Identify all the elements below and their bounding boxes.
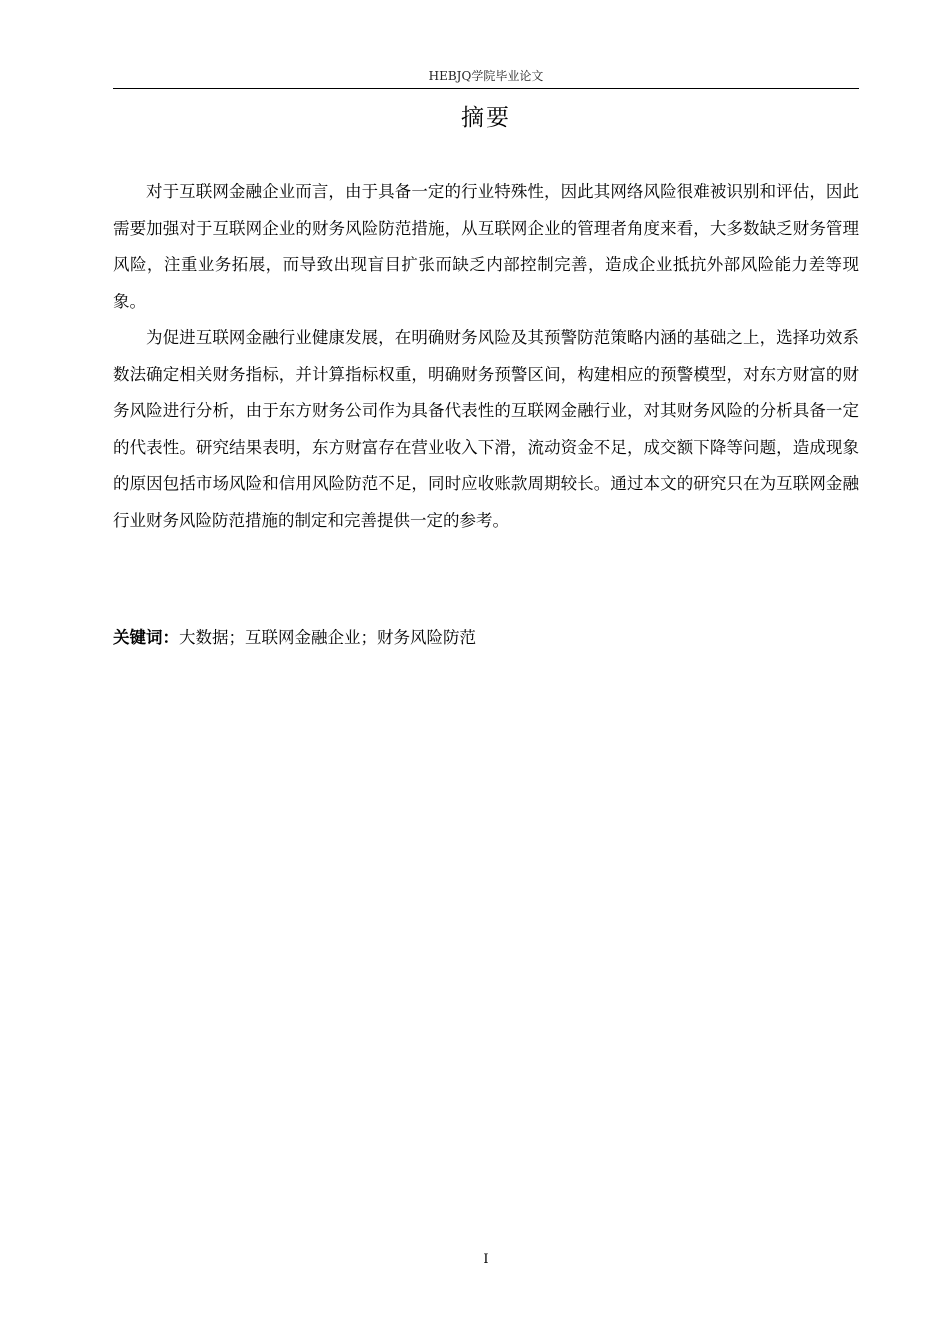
page-number: I <box>483 1252 489 1267</box>
header-text: HEBJQ学院毕业论文 <box>428 69 544 83</box>
keywords-value: 大数据；互联网金融企业；财务风险防范 <box>179 628 476 647</box>
abstract-paragraph-2: 为促进互联网金融行业健康发展，在明确财务风险及其预警防范策略内涵的基础之上，选择功效系数法确定相关财务指标，并计算指标权重，明确财务预警区间，构建相应的预警模型，对东方财富的财务风险进行分析，由于东方财务公司作为具备代表性的互联网金融行业，对其财务风险的分析具备一定的代表性。研究结果表明，东方财富存在营业收入下滑，流动资金不足，成交额下降等问题，造成现象的原因包括市场风险和信用风险防范不足，同时应收账款周期较长。通过本文的研究只在为互联网金融行业财务风险防范措施的制定和完善提供一定的参考。 <box>113 328 859 530</box>
keywords-line <box>113 620 859 656</box>
abstract-body <box>113 174 859 539</box>
page-header <box>113 66 859 89</box>
abstract-title: 摘要 <box>461 105 511 131</box>
abstract-paragraph-1: 对于互联网金融企业而言，由于具备一定的行业特殊性，因此其网络风险很难被识别和评估，因此需要加强对于互联网企业的财务风险防范措施，从互联网企业的管理者角度来看，大多数缺乏财务管理风险，注重业务拓展，而导致出现盲目扩张而缺乏内部控制完善，造成企业抵抗外部风险能力差等现象。 <box>113 182 859 311</box>
keywords-label: 关键词： <box>113 628 179 647</box>
